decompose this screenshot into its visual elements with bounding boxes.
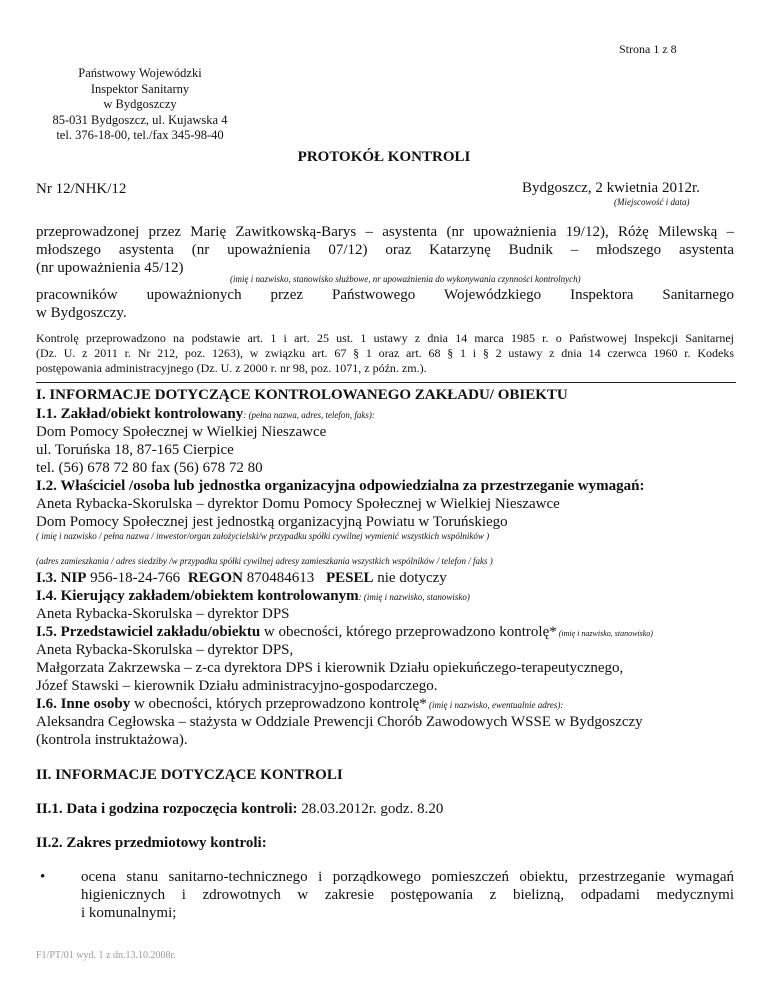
i4-label: I.4. Kierujący zakładem/obiektem kontrolowanym bbox=[36, 588, 359, 604]
i1-note: : (pełna nazwa, adres, telefon, faks): bbox=[243, 410, 375, 420]
i5-line-1: Aneta Rybacka-Skorulska – dyrektor DPS, bbox=[36, 642, 294, 658]
i6-text: w obecności, których przeprowadzono kontrolę* bbox=[130, 696, 427, 712]
i6-label: I.6. Inne osoby bbox=[36, 696, 131, 712]
place-and-date: Bydgoszcz, 2 kwietnia 2012r. bbox=[522, 180, 700, 196]
inspector-line-1: Państwowy Wojewódzki bbox=[78, 66, 202, 80]
i4-value: Aneta Rybacka-Skorulska – dyrektor DPS bbox=[36, 606, 290, 622]
i2-line-2: Dom Pomocy Społecznej jest jednostką organizacyjną Powiatu w Toruńskiego bbox=[36, 514, 508, 530]
i4-row bbox=[36, 588, 470, 605]
inspector-line-5: tel. 376-18-00, tel./fax 345-98-40 bbox=[56, 128, 224, 142]
i6-row bbox=[36, 696, 563, 713]
i6-line-1: Aleksandra Cegłowska – stażysta w Oddziale Prewencji Chorób Zawodowych WSSE w Bydgoszczy bbox=[36, 714, 643, 730]
ii1-label: II.1. Data i godzina rozpoczęcia kontroli: bbox=[36, 801, 298, 817]
i1-phone: tel. (56) 678 72 80 fax (56) 678 72 80 bbox=[36, 460, 263, 476]
ii2-label: II.2. Zakres przedmiotowy kontroli: bbox=[36, 835, 267, 851]
conducted-by-line-3: (nr upoważnienia 45/12) bbox=[36, 260, 184, 276]
ii1-value: 28.03.2012r. godz. 8.20 bbox=[297, 801, 444, 817]
section-divider bbox=[36, 382, 736, 383]
scope-line-2: higienicznych i zdrowotnych w zakresie postępowania z bielizną, odpadami medycznymi bbox=[81, 887, 734, 903]
regon-value: 870484613 bbox=[246, 570, 315, 586]
bullet-marker: • bbox=[40, 869, 46, 885]
ii1-row bbox=[36, 801, 443, 818]
scope-line-1: ocena stanu sanitarno-technicznego i porządkowego pomieszczeń obiektu, przestrzeganie wymagań bbox=[81, 869, 734, 885]
conducted-by-line-1: przeprowadzonej przez Marię Zawitkowską-Barys – asystenta (nr upoważnienia 19/12), Różę Milewską – bbox=[36, 224, 734, 240]
form-footer: F1/PT/01 wyd. 1 z dn.13.10.2008r. bbox=[36, 950, 176, 961]
i2-note-2: (adres zamieszkania / adres siedziby /w przypadku spółki cywilnej adresy zamieszkania wszystkich wspólników / telefon / faks ) bbox=[36, 556, 493, 566]
nip-label: I.3. NIP bbox=[36, 570, 87, 586]
i4-note: : (imię i nazwisko, stanowisko) bbox=[358, 592, 470, 602]
section-2-heading: II. INFORMACJE DOTYCZĄCE KONTROLI bbox=[36, 767, 343, 783]
i6-note: (imię i nazwisko, ewentualnie adres): bbox=[426, 700, 564, 710]
legal-basis-line-2: (Dz. U. z 2011 r. Nr 212, poz. 1263), w związku art. 67 § 1 oraz art. 68 § 1 i § 2 ustawy z dnia 14 czerwca 1960 r. Kodeks bbox=[36, 346, 734, 360]
pesel-value: nie dotyczy bbox=[377, 570, 447, 586]
inspector-line-3: w Bydgoszczy bbox=[103, 97, 177, 111]
scope-line-3: i komunalnymi; bbox=[81, 905, 177, 921]
i5-line-3: Józef Stawski – kierownik Działu administracyjno-gospodarczego. bbox=[36, 678, 438, 694]
inspector-line-4: 85-031 Bydgoszcz, ul. Kujawska 4 bbox=[52, 112, 228, 127]
i5-label: I.5. Przedstawiciel zakładu/obiektu bbox=[36, 624, 261, 640]
i3-row bbox=[36, 570, 447, 587]
legal-basis-line-1: Kontrolę przeprowadzono na podstawie art. 1 i art. 25 ust. 1 ustawy z dnia 14 marca 1985 r. o Państwowej Inspekcji Sanitarnej bbox=[36, 331, 734, 345]
i6-line-2: (kontrola instruktażowa). bbox=[36, 732, 188, 748]
i5-note: (imię i nazwisko, stanowisko) bbox=[556, 629, 653, 638]
i1-address: ul. Toruńska 18, 87-165 Cierpice bbox=[36, 442, 234, 458]
inspector-address-block bbox=[40, 66, 240, 144]
i1-name: Dom Pomocy Społecznej w Wielkiej Nieszawce bbox=[36, 424, 327, 440]
pesel-label: PESEL bbox=[325, 570, 374, 586]
i1-row bbox=[36, 406, 375, 423]
page-title: PROTOKÓŁ KONTROLI bbox=[297, 149, 471, 165]
regon-label: REGON bbox=[187, 570, 243, 586]
place-date-note: (Miejscowość i data) bbox=[614, 197, 690, 207]
conducted-by-line-4: pracowników upoważnionych przez Państwowego Wojewódzkiego Inspektora Sanitarnego bbox=[36, 287, 734, 303]
document-number: Nr 12/NHK/12 bbox=[36, 181, 127, 197]
i5-text: w obecności, którego przeprowadzono kontrolę* bbox=[260, 624, 557, 640]
conducted-by-note: (imię i nazwisko, stanowisko służbowe, nr upoważnienia do wykonywania czynności kontrolnych) bbox=[230, 274, 581, 284]
inspector-line-2: Inspektor Sanitarny bbox=[90, 81, 190, 96]
i2-label: I.2. Właściciel /osoba lub jednostka organizacyjna odpowiedzialna za przestrzeganie wymagań: bbox=[36, 478, 645, 494]
i5-line-2: Małgorzata Zakrzewska – z-ca dyrektora DPS i kierownik Działu opiekuńczego-terapeutycznego, bbox=[36, 660, 624, 676]
i5-row bbox=[36, 624, 653, 641]
conducted-by-line-5: w Bydgoszczy. bbox=[36, 305, 127, 321]
section-1-heading: I. INFORMACJE DOTYCZĄCE KONTROLOWANEGO ZAKŁADU/ OBIEKTU bbox=[36, 387, 568, 403]
i1-label: I.1. Zakład/obiekt kontrolowany bbox=[36, 406, 244, 422]
page-number: Strona 1 z 8 bbox=[619, 42, 677, 56]
legal-basis-line-3: postępowania administracyjnego (Dz. U. z 2000 r. nr 98, poz. 1071, z późn. zm.). bbox=[36, 361, 427, 375]
i2-line-1: Aneta Rybacka-Skorulska – dyrektor Domu Pomocy Społecznej w Wielkiej Nieszawce bbox=[36, 496, 560, 512]
nip-value: 956-18-24-766 bbox=[90, 570, 181, 586]
i2-note-1: ( imię i nazwisko / pełna nazwa / inwestor/organ założycielski/w przypadku spółki cywilnej wymienić wszystkich wspólników ) bbox=[36, 531, 490, 541]
conducted-by-line-2: młodszego asystenta (nr upoważnienia 07/12) oraz Katarzynę Budnik – młodszego asystenta bbox=[36, 242, 734, 258]
